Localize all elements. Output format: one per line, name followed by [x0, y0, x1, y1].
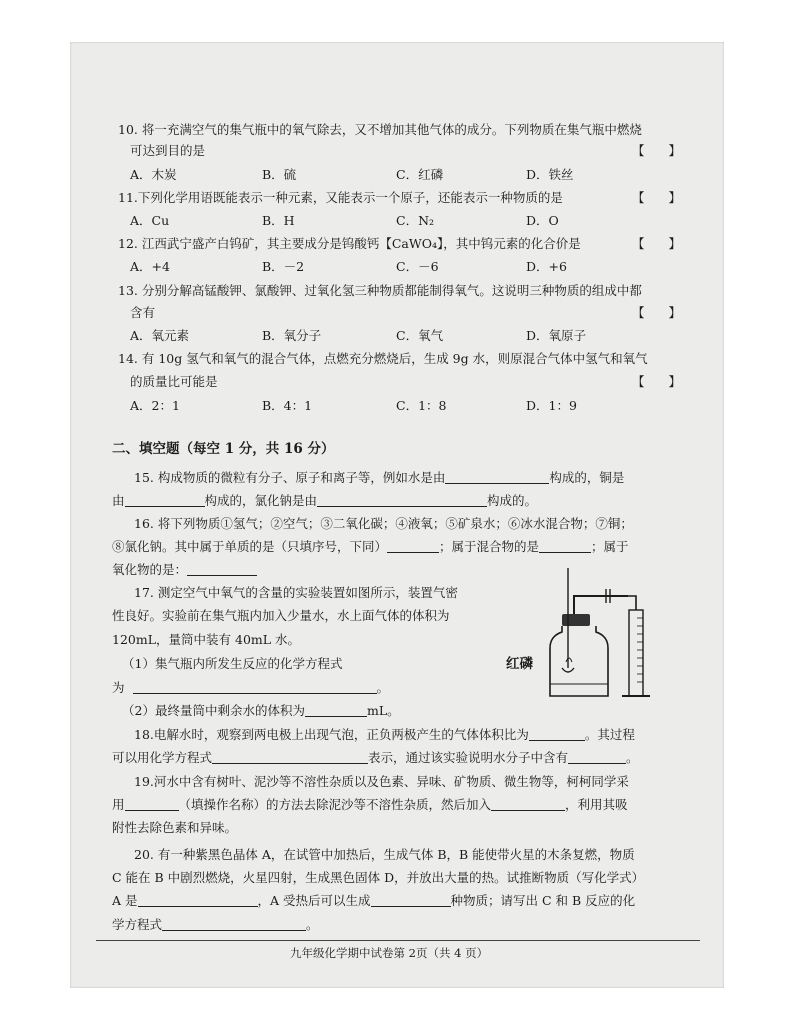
q16-blank-oxide[interactable]	[187, 562, 257, 576]
q15-text-c: 由	[112, 493, 125, 508]
q11-option-a: A．Cu	[130, 213, 170, 228]
q12-line1: 12. 江西武宁盛产白钨矿，其主要成分是钨酸钙【CaWO₄】，其中钨元素的化合价是	[118, 236, 581, 251]
q16-line3	[112, 562, 257, 578]
q17-sub2	[122, 703, 400, 719]
q19-blank-adsorbent[interactable]	[491, 797, 565, 811]
q19-text-b: 用	[112, 797, 125, 812]
q13-option-b: B．氧分子	[262, 328, 322, 343]
q17-line2: 性良好。实验前在集气瓶内加入少量水，水上面气体的体积为	[112, 608, 450, 623]
q20-line2: C 能在 B 中剧烈燃烧，火星四射，生成黑色固体 D，并放出大量的热。试推断物质（写化学式）	[112, 870, 645, 885]
q17-text-e: 为	[112, 680, 125, 695]
diagram-label-red-phosphorus: 红磷	[506, 656, 533, 672]
q17-sub1-answer	[112, 680, 389, 696]
q18-text-d: 表示，通过该实验说明水分子中含有	[368, 750, 569, 765]
q10-option-a: A．木炭	[130, 167, 177, 182]
q20-line3	[112, 893, 635, 909]
page-footer: 九年级化学期中试卷第 2页（共 4 页）	[290, 946, 489, 960]
q14-option-b: B．4：1	[262, 398, 313, 413]
q10-line1: 10. 将一充满空气的集气瓶中的氧气除去，又不增加其他气体的成分。下列物质在集气瓶中燃烧	[118, 122, 642, 137]
q18-text-c: 可以用化学方程式	[112, 750, 213, 765]
q20-text-g: 。	[306, 917, 319, 932]
q20-text-d: ，A 受热后可以生成	[257, 893, 371, 908]
q11-answer-bracket[interactable]: 【 】	[632, 190, 691, 205]
q18-blank-equation[interactable]	[212, 750, 368, 764]
q18-text-b: 。其过程	[584, 727, 635, 742]
q13-line1: 13. 分别分解高锰酸钾、氯酸钾、过氧化氢三种物质都能制得氧气。这说明三种物质的组成中都	[118, 283, 642, 298]
q20-text-e: 种物质；请写出 C 和 B 反应的化	[450, 893, 636, 908]
q13-option-a: A．氧元素	[130, 328, 190, 343]
q20-blank-a[interactable]	[138, 893, 258, 907]
q19-text-c: （填操作名称）的方法去除泥沙等不溶性杂质，然后加入	[178, 797, 492, 812]
q19-line2	[112, 797, 628, 813]
q20-line4	[112, 917, 319, 933]
q19-blank-operation[interactable]	[125, 797, 179, 811]
q19-line3: 附性去除色素和异味。	[112, 820, 238, 835]
q15-text-a: 15. 构成物质的微粒有分子、原子和离子等，例如水是由	[134, 470, 446, 485]
q18-blank-contains[interactable]	[568, 750, 626, 764]
q13-answer-bracket[interactable]: 【 】	[632, 305, 691, 320]
q16-line1: 16. 将下列物质①氢气；②空气；③二氧化碳；④液氧；⑤矿泉水；⑥冰水混合物；⑦铜；	[134, 516, 633, 531]
q19-line1: 19.河水中含有树叶、泥沙等不溶性杂质以及色素、异味、矿物质、微生物等，柯柯同学采	[134, 774, 629, 789]
q18-text-a: 18.电解水时，观察到两电极上出现气泡，正负两极产生的气体体积比为	[134, 727, 529, 742]
q15-blank-copper[interactable]	[125, 493, 205, 507]
q10-option-c: C．红磷	[396, 167, 444, 182]
q16-text-d: ；属于	[591, 539, 629, 554]
q17-text-h: mL。	[366, 703, 400, 718]
q17-text-g: （2）最终量筒中剩余水的体积为	[122, 703, 305, 718]
q18-line2	[112, 750, 639, 766]
q13-option-c: C．氧气	[396, 328, 444, 343]
q10-answer-bracket[interactable]: 【 】	[632, 143, 691, 158]
q18-blank-ratio[interactable]	[529, 727, 585, 741]
q13-option-d: D．氧原子	[526, 328, 587, 343]
q18-line1	[134, 727, 635, 743]
q16-blank-mixture[interactable]	[539, 539, 591, 553]
q11-line1: 11.下列化学用语既能表示一种元素，又能表示一个原子，还能表示一种物质的是	[118, 190, 563, 205]
q10-option-d: D．铁丝	[526, 167, 574, 182]
oxygen-measurement-apparatus	[500, 556, 686, 704]
q20-blank-count[interactable]	[371, 893, 451, 907]
q19-text-d: ，利用其吸	[565, 797, 628, 812]
q12-option-d: D．+6	[526, 259, 567, 274]
q11-option-b: B．H	[262, 213, 295, 228]
q17-sub1: （1）集气瓶内所发生反应的化学方程式	[122, 656, 343, 671]
q15-line1	[134, 470, 624, 486]
q15-line2	[112, 493, 537, 509]
q20-blank-equation[interactable]	[162, 917, 306, 931]
q15-text-e: 构成的。	[487, 493, 538, 508]
q17-text-f: 。	[376, 680, 390, 695]
q17-blank-volume[interactable]	[305, 703, 367, 717]
q15-blank-nacl[interactable]	[317, 493, 487, 507]
q14-line2: 的质量比可能是	[130, 374, 218, 389]
q16-text-e: 氧化物的是：	[112, 562, 188, 577]
q17-line1: 17. 测定空气中氧气的含量的实验装置如图所示，装置气密	[134, 585, 458, 600]
q16-line2	[112, 539, 629, 555]
section-title-fill-in: 二、填空题（每空 1 分，共 16 分）	[112, 441, 335, 457]
q15-text-b: 构成的，铜是	[549, 470, 625, 485]
q14-option-a: A．2：1	[130, 398, 180, 413]
q20-text-c: A 是	[112, 893, 138, 908]
q16-text-c: ；属于混合物的是	[439, 539, 540, 554]
q14-line1: 14. 有 10g 氢气和氧气的混合气体，点燃充分燃烧后，生成 9g 水，则原混合气体中氢气和氧气	[118, 351, 648, 366]
q10-option-b: B．硫	[262, 167, 297, 182]
q13-line2: 含有	[130, 305, 156, 320]
q11-option-d: D．O	[526, 213, 559, 228]
q15-text-d: 构成的，氯化钠是由	[204, 493, 318, 508]
q11-option-c: C．N₂	[396, 213, 435, 228]
footer-divider	[96, 940, 700, 941]
q17-line3: 120mL，量筒中装有 40mL 水。	[112, 632, 301, 647]
q18-text-e: 。	[626, 750, 639, 765]
q14-option-d: D．1：9	[526, 398, 577, 413]
q20-text-f: 学方程式	[112, 917, 163, 932]
q10-line2: 可达到目的是	[130, 143, 206, 158]
q17-blank-equation[interactable]	[133, 680, 377, 694]
q14-answer-bracket[interactable]: 【 】	[632, 374, 691, 389]
q16-blank-element[interactable]	[387, 539, 439, 553]
q20-line1: 20. 有一种紫黑色晶体 A，在试管中加热后，生成气体 B，B 能使带火星的木条复燃，物质	[134, 847, 635, 862]
q14-option-c: C．1：8	[396, 398, 447, 413]
q12-answer-bracket[interactable]: 【 】	[632, 236, 691, 251]
q16-text-b: ⑧氯化钠。其中属于单质的是（只填序号，下同）	[112, 539, 388, 554]
q12-option-b: B．－2	[262, 259, 305, 274]
q15-blank-water[interactable]	[445, 470, 549, 484]
q12-option-c: C．－6	[396, 259, 439, 274]
q12-option-a: A．+4	[130, 259, 170, 274]
